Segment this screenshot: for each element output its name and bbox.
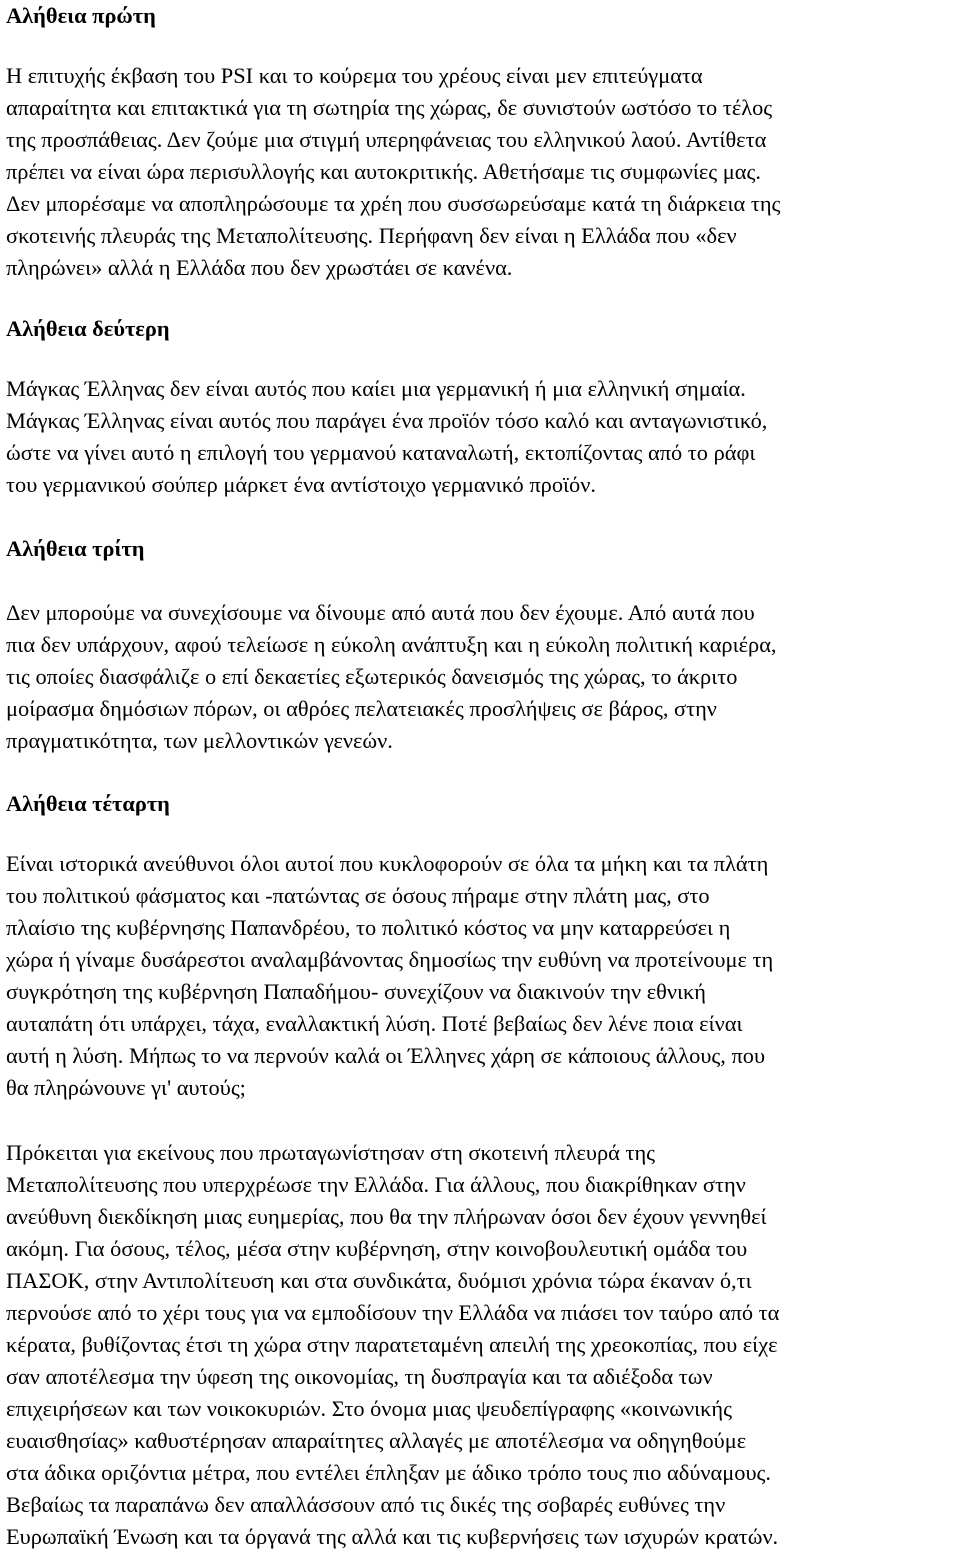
text-line: αυταπάτη ότι υπάρχει, τάχα, εναλλακτική λύση. Ποτέ βεβαίως δεν λένε ποια είναι <box>6 1011 743 1036</box>
text-line: Βεβαίως τα παραπάνω δεν απαλλάσσουν από τις δικές της σοβαρές ευθύνες την <box>6 1492 726 1517</box>
text-line: σκοτεινής πλευράς της Μεταπολίτευσης. Περήφανη δεν είναι η Ελλάδα που «δεν <box>6 223 737 248</box>
text-line: ευαισθησίας» καθυστέρησαν απαραίτητες αλλαγές με αποτέλεσμα να οδηγηθούμε <box>6 1428 747 1453</box>
text-line: Η επιτυχής έκβαση του PSI και το κούρεμα του χρέους είναι μεν επιτεύγματα <box>6 63 703 88</box>
text-line: πραγματικότητα, των μελλοντικών γενεών. <box>6 728 393 753</box>
text-line: της προσπάθειας. Δεν ζούμε μια στιγμή υπερηφάνειας του ελληνικού λαού. Αντίθετα <box>6 127 767 152</box>
text-line: Είναι ιστορικά ανεύθυνοι όλοι αυτοί που κυκλοφορούν σε όλα τα μήκη και τα πλάτη <box>6 851 769 876</box>
text-line: ΠΑΣΟΚ, στην Αντιπολίτευση και στα συνδικάτα, δυόμισι χρόνια τώρα έκαναν ό,τι <box>6 1268 752 1293</box>
text-line: χώρα ή γίναμε δυσάρεστοι αναλαμβάνοντας δημοσίως την ευθύνη να προτείνουμε τη <box>6 947 774 972</box>
text-line: επιχειρήσεων και των νοικοκυριών. Στο όνομα μιας ψευδεπίγραφης «κοινωνικής <box>6 1396 733 1421</box>
section-heading: Αλήθεια δεύτερη <box>6 316 170 341</box>
text-line: μοίρασμα δημόσιων πόρων, οι αθρόες πελατειακές προσλήψεις σε βάρος, στην <box>6 696 717 721</box>
text-line: θα πληρώνουνε γι' αυτούς; <box>6 1075 246 1100</box>
section-heading: Αλήθεια τρίτη <box>6 536 145 561</box>
section-heading: Αλήθεια τέταρτη <box>6 791 170 816</box>
text-line: του πολιτικού φάσματος και -πατώντας σε όσους πήραμε στην πλάτη μας, στο <box>6 883 710 908</box>
text-line: Δεν μπορούμε να συνεχίσουμε να δίνουμε από αυτά που δεν έχουμε. Από αυτά που <box>6 600 755 625</box>
text-line: τις οποίες διασφάλιζε ο επί δεκαετίες εξωτερικός δανεισμός της χώρας, το άκριτο <box>6 664 738 689</box>
text-line: ανεύθυνη διεκδίκηση μιας ευημερίας, που θα την πλήρωναν όσοι δεν έχουν γεννηθεί <box>6 1204 767 1229</box>
text-line: ώστε να γίνει αυτό η επιλογή του γερμανού καταναλωτή, εκτοπίζοντας από το ράφι <box>6 440 756 465</box>
text-line: πληρώνει» αλλά η Ελλάδα που δεν χρωστάει σε κανένα. <box>6 255 513 280</box>
text-line: Μάγκας Έλληνας είναι αυτός που παράγει ένα προϊόν τόσο καλό και ανταγωνιστικό, <box>6 408 768 433</box>
text-line: πρέπει να είναι ώρα περισυλλογής και αυτοκριτικής. Αθετήσαμε τις συμφωνίες μας. <box>6 159 761 184</box>
text-line: πια δεν υπάρχουν, αφού τελείωσε η εύκολη ανάπτυξη και η εύκολη πολιτική καριέρα, <box>6 632 777 657</box>
text-line: απαραίτητα και επιτακτικά για τη σωτηρία της χώρας, δε συνιστούν ωστόσο το τέλος <box>6 95 773 120</box>
text-line: Δεν μπορέσαμε να αποπληρώσουμε τα χρέη που συσσωρεύσαμε κατά τη διάρκεια της <box>6 191 781 216</box>
text-line: Μεταπολίτευσης που υπερχρέωσε την Ελλάδα. Για άλλους, που διακρίθηκαν στην <box>6 1172 746 1197</box>
text-line: στα άδικα οριζόντια μέτρα, που εντέλει έπληξαν με άδικο τρόπο τους πιο αδύναμους. <box>6 1460 772 1485</box>
text-line: Πρόκειται για εκείνους που πρωταγωνίστησαν στη σκοτεινή πλευρά της <box>6 1140 656 1165</box>
text-line: Μάγκας Έλληνας δεν είναι αυτός που καίει μια γερμανική ή μια ελληνική σημαία. <box>6 376 746 401</box>
text-line: πλαίσιο της κυβέρνησης Παπανδρέου, το πολιτικό κόστος να μην καταρρεύσει η <box>6 915 731 940</box>
text-line: περνούσε από το χέρι τους για να εμποδίσουν την Ελλάδα να πιάσει τον ταύρο από τα <box>6 1300 780 1325</box>
text-line: κέρατα, βυθίζοντας έτσι τη χώρα στην παρατεταμένη απειλή της χρεοκοπίας, που είχε <box>6 1332 778 1357</box>
text-line: συγκρότηση της κυβέρνηση Παπαδήμου- συνεχίζουν να διακινούν την εθνική <box>6 979 707 1004</box>
section-heading: Αλήθεια πρώτη <box>6 3 156 28</box>
text-line: αυτή η λύση. Μήπως το να περνούν καλά οι Έλληνες χάρη σε κάποιους άλλους, που <box>6 1043 766 1068</box>
text-line: σαν αποτέλεσμα την ύφεση της οικονομίας, τη δυσπραγία και τα αδιέξοδα των <box>6 1364 713 1389</box>
text-line: ακόμη. Για όσους, τέλος, μέσα στην κυβέρνηση, στην κοινοβουλευτική ομάδα του <box>6 1236 748 1261</box>
text-line: του γερμανικού σούπερ μάρκετ ένα αντίστοιχο γερμανικό προϊόν. <box>6 472 596 497</box>
text-line: Ευρωπαϊκή Ένωση και τα όργανά της αλλά και τις κυβερνήσεις των ισχυρών κρατών. <box>6 1524 779 1549</box>
